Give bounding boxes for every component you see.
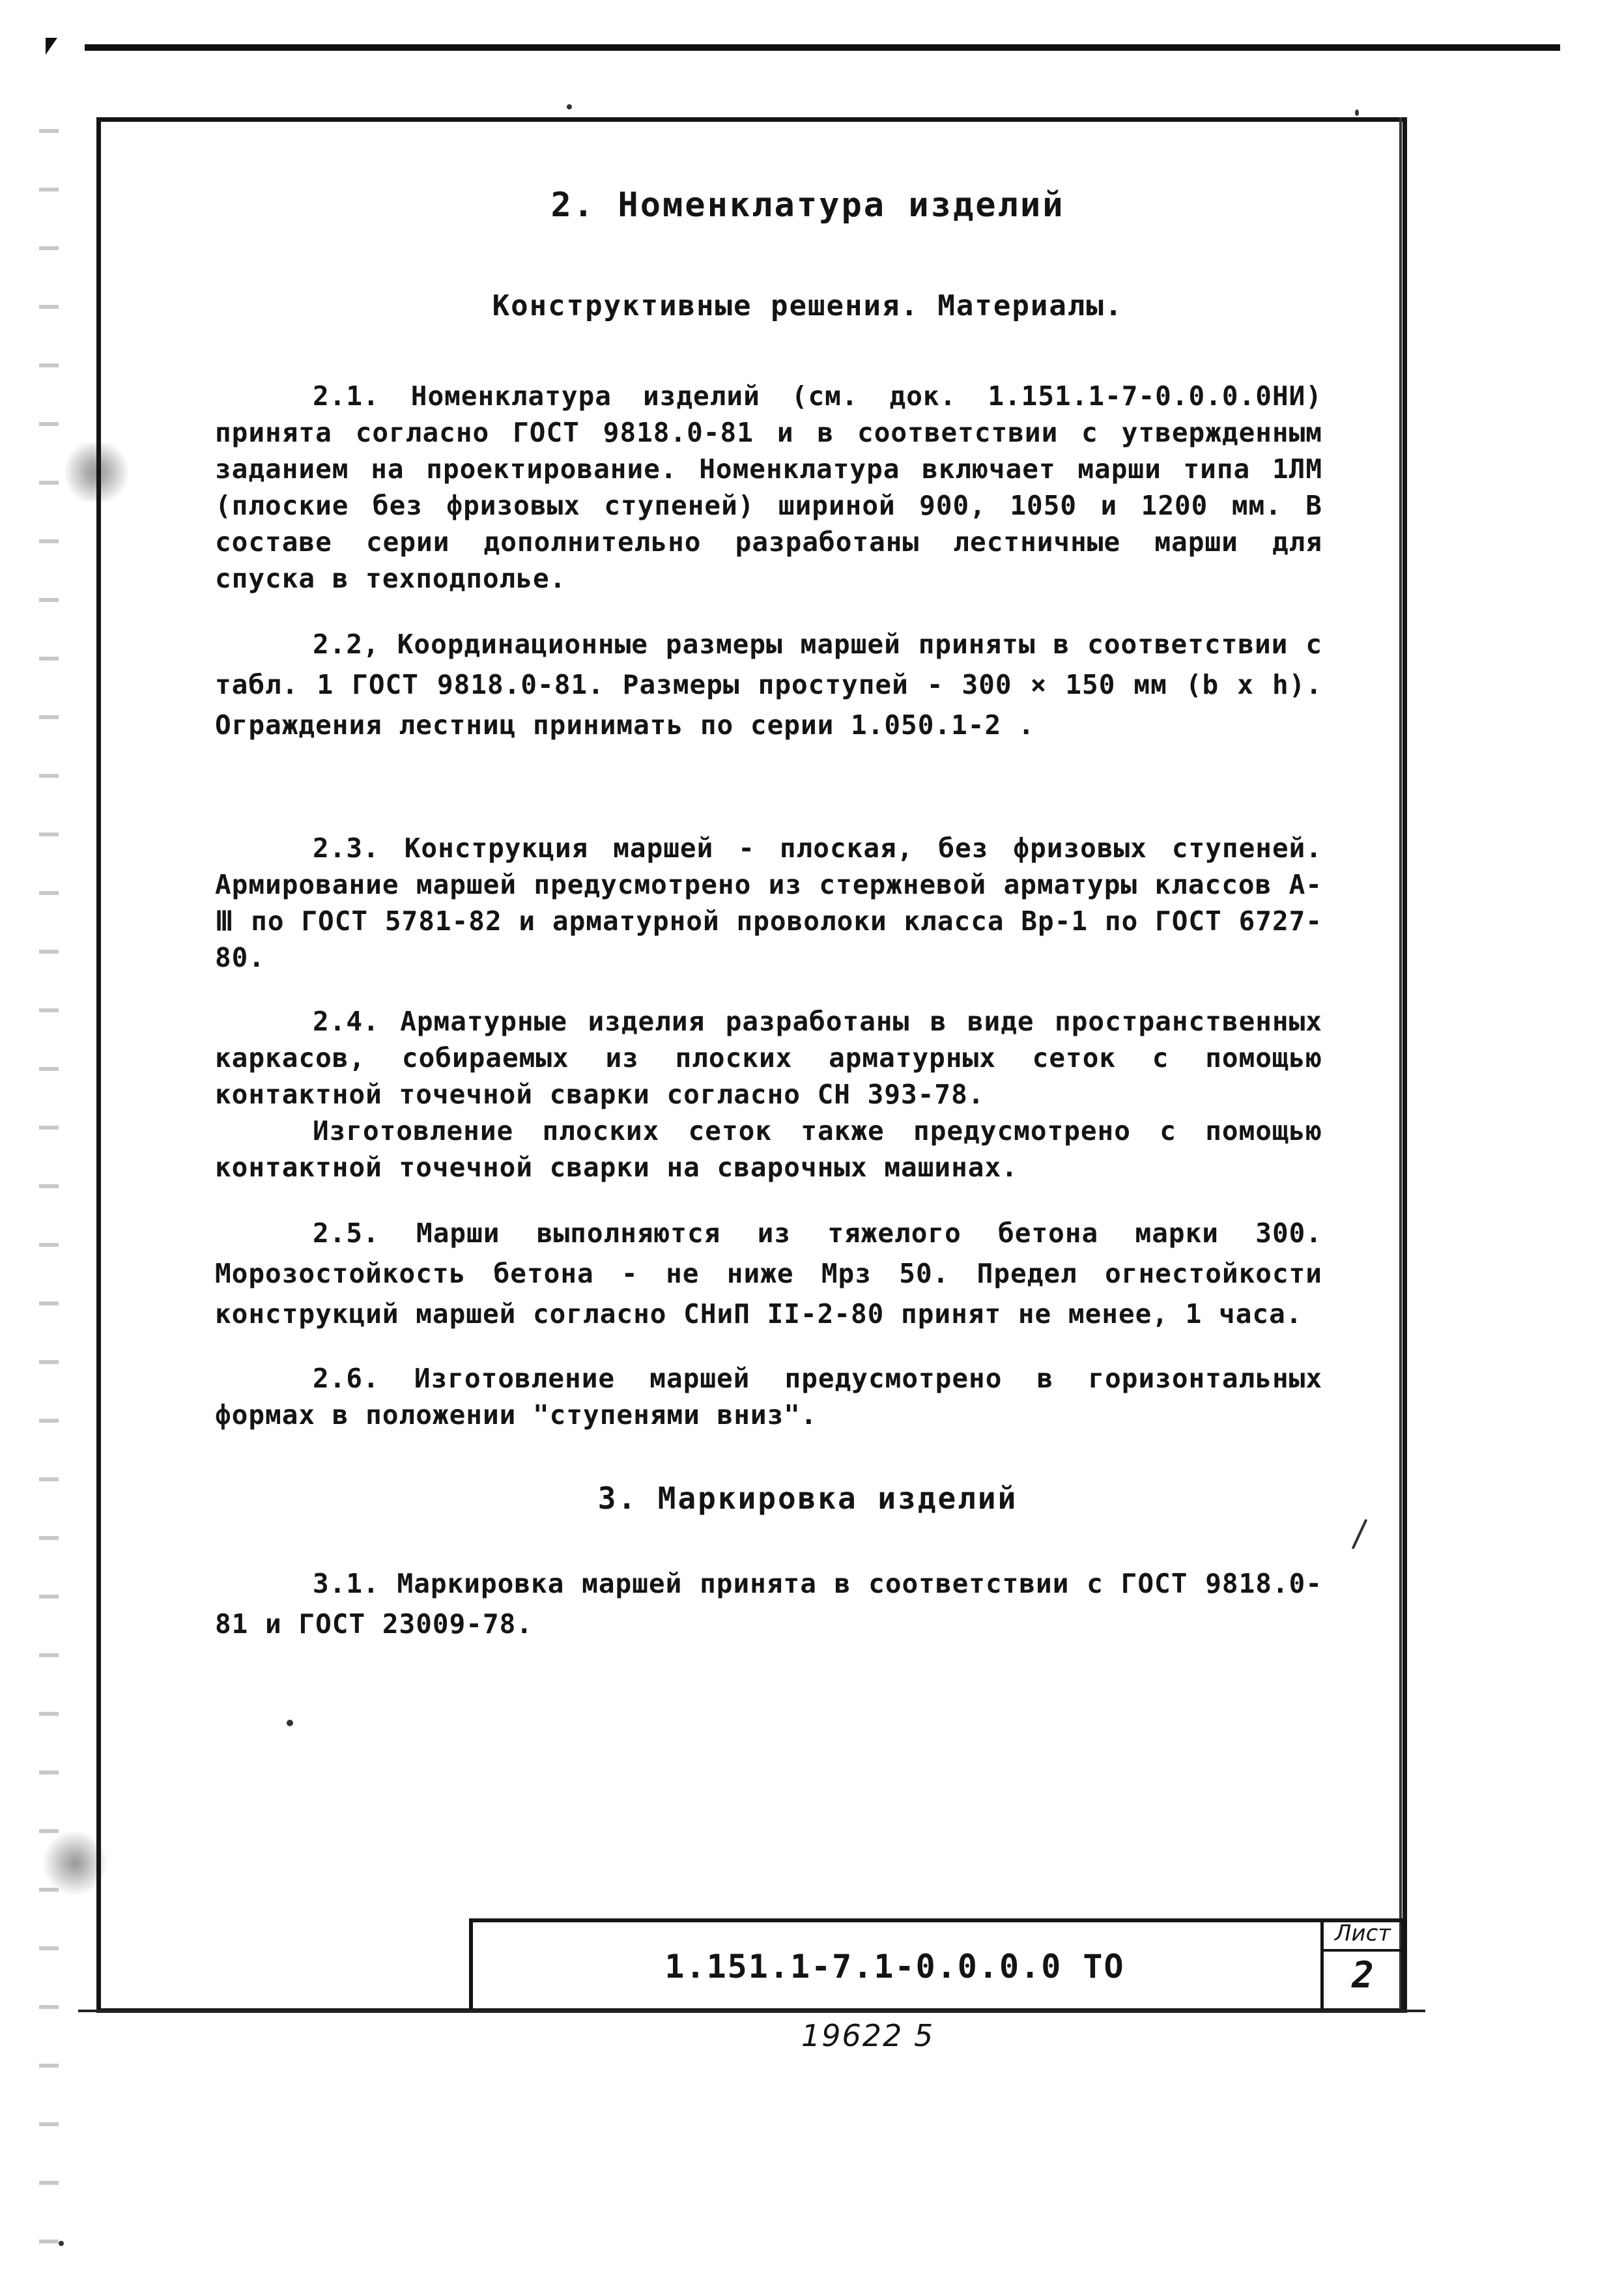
- paragraph-2-3: 2.3. Конструкция маршей - плоская, без фризовых ступеней. Армирование маршей предусмотрено из стержневой арматуры классов А-Ⅲ по ГОСТ 5781-82 и арматурной проволоки класса Вр-1 по ГОСТ 6727-80.: [215, 832, 1339, 973]
- scan-edge-artifacts: [39, 104, 59, 2254]
- archive-number: 19622 5: [801, 2018, 935, 2053]
- sheet-number: 2: [1352, 1954, 1374, 1997]
- scan-speck: [1355, 109, 1359, 116]
- title-block-sheet-rule: [1320, 1949, 1405, 1952]
- scan-speck: [567, 104, 572, 109]
- sheet-label: Лист: [1334, 1920, 1391, 1946]
- scan-speck: [287, 1720, 293, 1726]
- paragraph-2-1: 2.1. Номенклатура изделий (см. док. 1.151.1-7-0.0.0.0НИ) принята согласно ГОСТ 9818.0-81 и в соответствии с утвержденным заданием на проектирование. Номенклатура включает марши типа 1ЛМ (плоские без фризовых ступеней) шириной 900, 1050 и 1200 мм. В составе серии дополнительно разработаны лестничные марши для спуска в техподполье.: [215, 380, 1339, 594]
- paragraph-2-4: 2.4. Арматурные изделия разработаны в виде пространственных каркасов, собираемых из плоских арматурных сеток с помощью контактной точечной сварки согласно СН 393-78.: [215, 1006, 1339, 1110]
- page-content: [215, 176, 1339, 1644]
- section-subtitle: Конструктивные решения. Материалы.: [492, 289, 1124, 322]
- paragraph-2-6: 2.6. Изготовление маршей предусмотрено в горизонтальных формах в положении "ступенями вниз".: [215, 1363, 1339, 1430]
- corner-registration-mark: [46, 38, 57, 55]
- top-border-line: [85, 44, 1560, 51]
- paragraph-2-2: 2.2, Координационные размеры маршей приняты в соответствии с табл. 1 ГОСТ 9818.0-81. Размеры проступей - 300 × 150 мм (b x h). Ограждения лестниц принимать по серии 1.050.1-2 .: [215, 629, 1339, 741]
- paragraph-2-5: 2.5. Марши выполняются из тяжелого бетона марки 300. Морозостойкость бетона - не ниже Мрз 50. Предел огнестойкости конструкций маршей согласно СНиП II-2-80 принят не менее, 1 часа.: [215, 1217, 1339, 1330]
- document-code: 1.151.1-7.1-0.0.0.0 ТО: [664, 1948, 1125, 1985]
- scan-speck: [59, 2241, 64, 2246]
- section-title: 2. Номенклатура изделий: [550, 186, 1065, 225]
- paragraph-2-4-continued: Изготовление плоских сеток также предусмотрено с помощью контактной точечной сварки на сварочных машинах.: [215, 1115, 1339, 1183]
- section-3-title: 3. Маркировка изделий: [597, 1481, 1018, 1516]
- bottom-border-line: [78, 2010, 1425, 2012]
- paragraph-3-1: 3.1. Маркировка маршей принята в соответствии с ГОСТ 9818.0-81 и ГОСТ 23009-78.: [215, 1568, 1322, 1640]
- frame-right-rule: [1399, 117, 1402, 2013]
